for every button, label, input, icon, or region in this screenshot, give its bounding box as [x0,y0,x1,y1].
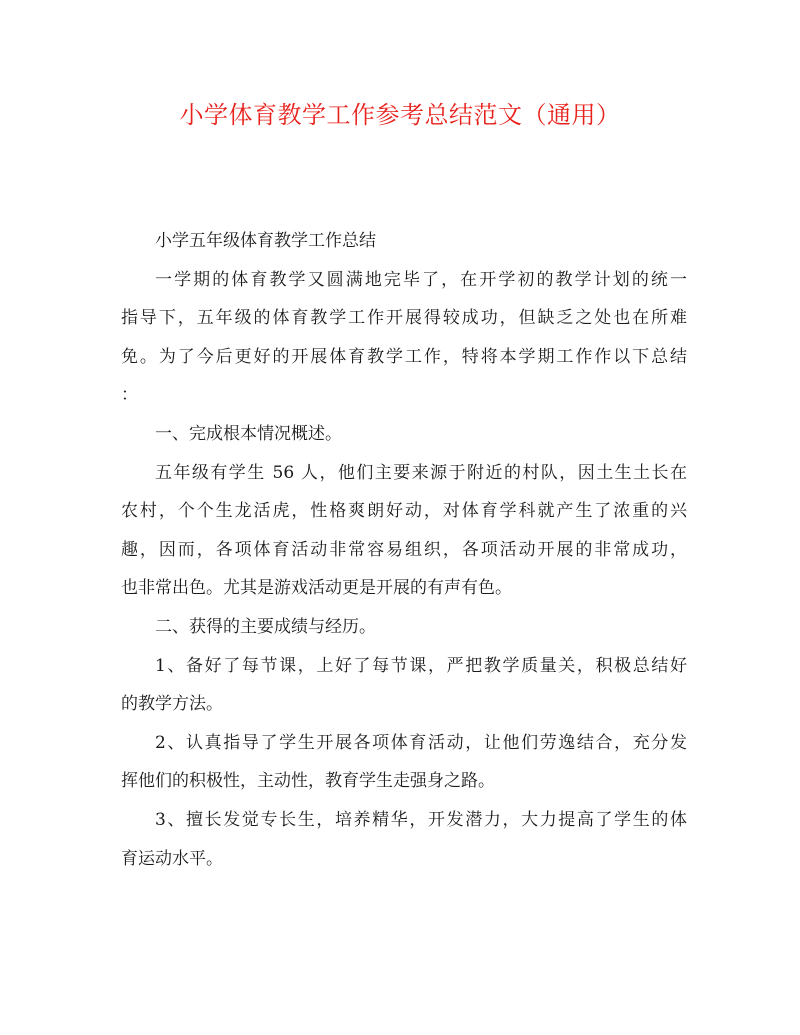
paragraph-line: 2、认真指导了学生开展各项体育活动，让他们劳逸结合，充分发 [155,732,687,753]
paragraph-line: 农村，个个生龙活虎，性格爽朗好动，对体育学科就产生了浓重的兴 [121,501,687,522]
paragraph-line: 一学期的体育教学又圆满地完毕了，在开学初的教学计划的统一 [155,269,687,290]
document-title: 小学体育教学工作参考总结范文（通用） [179,101,621,129]
paragraph-line: 的教学方法。 [121,694,223,715]
document-body [121,222,687,878]
section-heading: 二、获得的主要成绩与经历。 [155,616,376,637]
paragraph-line: 育运动水平。 [121,848,223,869]
paragraph-line: 1、备好了每节课，上好了每节课，严把教学质量关，积极总结好 [155,655,687,676]
paragraph-line: 免。为了今后更好的开展体育教学工作，特将本学期工作作以下总结 [121,346,687,367]
paragraph-line: ： [121,385,138,406]
paragraph-line: 趣，因而，各项体育活动非常容易组织，各项活动开展的非常成功， [121,539,687,560]
section-heading: 小学五年级体育教学工作总结 [155,231,376,251]
paragraph-line: 也非常出色。尤其是游戏活动更是开展的有声有色。 [121,578,512,599]
section-heading: 一、完成根本情况概述。 [155,423,342,444]
paragraph-line: 挥他们的积极性，主动性，教育学生走强身之路。 [121,771,495,792]
paragraph-line: 五年级有学生 56 人，他们主要来源于附近的村队，因土生土长在 [155,462,687,483]
paragraph-line: 3、擅长发觉专长生，培养精华，开发潜力，大力提高了学生的体 [155,809,687,830]
paragraph-line: 指导下，五年级的体育教学工作开展得较成功，但缺乏之处也在所难 [121,308,687,329]
